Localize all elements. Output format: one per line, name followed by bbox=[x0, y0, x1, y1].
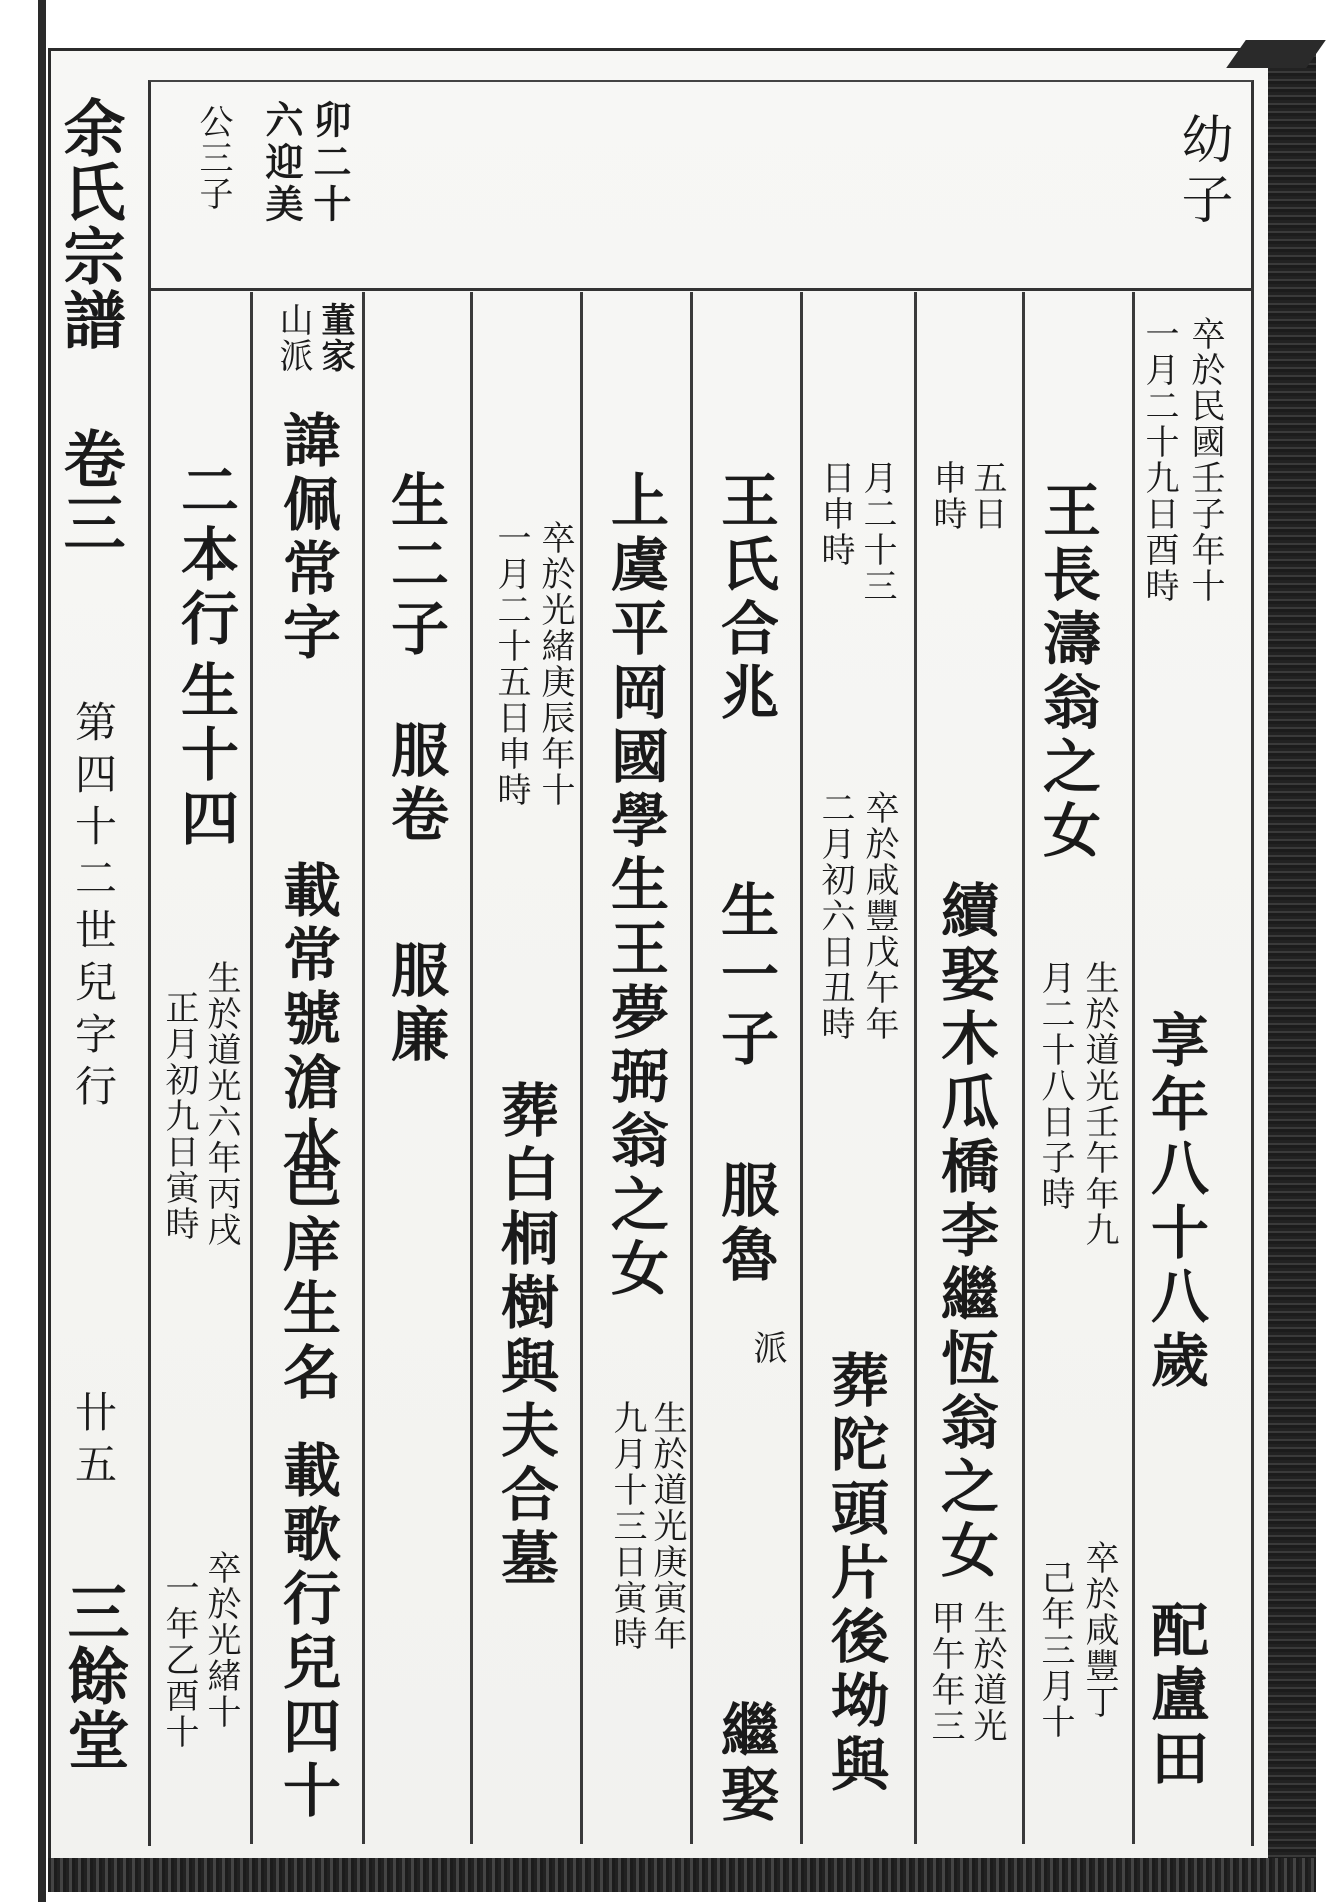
death-record-10-cont: 一年乙酉十 bbox=[159, 1570, 199, 1750]
column-rule bbox=[362, 292, 365, 1844]
person-alias-record: 載常號滄水 bbox=[273, 860, 341, 1180]
page-edge-bottom bbox=[48, 1858, 1316, 1892]
top-note-2: 卯二十 bbox=[307, 100, 352, 226]
death-record-2-head: 卒於咸豐丁 bbox=[1079, 1540, 1119, 1720]
birth-record-10: 生於道光六年丙戌 bbox=[201, 960, 241, 1248]
degree-record: 邑庠生名 bbox=[273, 1150, 341, 1406]
birth-record-3-cont: 甲午年三 bbox=[925, 1600, 965, 1744]
column-rule bbox=[580, 292, 583, 1844]
second-wife-record: 續娶木瓜橋李繼恆翁之女 bbox=[931, 880, 999, 1584]
children-count-8: 生二子 bbox=[381, 470, 449, 662]
birth-record-10-cont: 正月初九日寅時 bbox=[159, 990, 199, 1242]
horizontal-rule bbox=[150, 288, 1252, 291]
death-record-2: 己年三月十 bbox=[1035, 1560, 1075, 1740]
children-count: 生一子 bbox=[711, 880, 779, 1072]
top-note-4: 公三子 bbox=[193, 104, 233, 212]
column-rule bbox=[690, 292, 693, 1844]
time-fragment: 申時 bbox=[927, 460, 967, 532]
branch-note: 派 bbox=[747, 1330, 787, 1366]
birth-record-6: 生於道光庚寅年 bbox=[647, 1400, 687, 1652]
spouse-father: 王長濤翁之女 bbox=[1033, 480, 1101, 864]
generation-name-record: 載歌行兒四十 bbox=[273, 1440, 341, 1824]
column-rule bbox=[1132, 292, 1135, 1844]
column-rule bbox=[250, 292, 253, 1844]
date-record-4: 月二十三 bbox=[857, 460, 897, 604]
time-record-4: 日申時 bbox=[815, 460, 855, 568]
burial-record-7: 葬白桐樹與夫合墓 bbox=[491, 1080, 559, 1592]
death-record-4: 卒於咸豐戊午年 bbox=[859, 790, 899, 1042]
person-name-record: 諱佩常字 bbox=[273, 410, 341, 666]
column-rule bbox=[1022, 292, 1025, 1844]
death-record: 卒於民國壬子年十 bbox=[1185, 316, 1225, 604]
hall-name: 三餘堂 bbox=[57, 1580, 130, 1772]
child-name-8b: 服廉 bbox=[381, 940, 449, 1068]
book-title: 余氏宗譜 卷三 bbox=[53, 96, 126, 555]
page-number: 卄五 bbox=[69, 1390, 118, 1494]
child-name-8a: 服卷 bbox=[381, 720, 449, 848]
age-record: 享年八十八歲 bbox=[1141, 1010, 1209, 1394]
top-note-3: 六迎美 bbox=[259, 100, 304, 226]
child-name: 服魯 bbox=[711, 1160, 779, 1288]
column-rule bbox=[914, 292, 917, 1844]
death-record-cont: 一月二十九日酉時 bbox=[1139, 316, 1179, 604]
joint-tomb-record: 王氏合兆 bbox=[711, 470, 779, 726]
third-wife-record: 上虞平岡國學生王夢弼翁之女 bbox=[601, 470, 669, 1302]
top-note-youngest: 幼子 bbox=[1172, 112, 1232, 232]
book-spine bbox=[38, 0, 46, 1902]
remarriage-note: 繼娶 bbox=[711, 1700, 779, 1828]
branch-origin-cont: 山派 bbox=[273, 302, 313, 374]
death-record-4-cont: 二月初六日丑時 bbox=[815, 790, 855, 1042]
burial-record-4: 葬陀頭片後坳與 bbox=[821, 1350, 889, 1798]
birth-record-6-cont: 九月十三日寅時 bbox=[607, 1400, 647, 1652]
children-count-10: 生十四 bbox=[171, 660, 239, 852]
page-edge-right bbox=[1268, 40, 1316, 1892]
birth-record-3: 生於道光 bbox=[967, 1600, 1007, 1744]
spouse-record: 配盧田 bbox=[1141, 1600, 1209, 1792]
death-record-10: 卒於光緒十 bbox=[201, 1550, 241, 1730]
death-record-7: 卒於光緒庚辰年十 bbox=[535, 520, 575, 808]
branch-origin: 董家 bbox=[315, 302, 355, 374]
column-rule bbox=[470, 292, 473, 1844]
birth-record: 月二十八日子時 bbox=[1035, 960, 1075, 1212]
column-rule bbox=[800, 292, 803, 1844]
date-fragment: 五日 bbox=[967, 460, 1007, 532]
birth-record-head: 生於道光壬午年九 bbox=[1079, 960, 1119, 1248]
generation-label: 第四十二世兒字行 bbox=[69, 700, 118, 1116]
death-record-7-cont: 一月二十五日申時 bbox=[491, 520, 531, 808]
branch-rank: 二本行 bbox=[171, 460, 239, 652]
